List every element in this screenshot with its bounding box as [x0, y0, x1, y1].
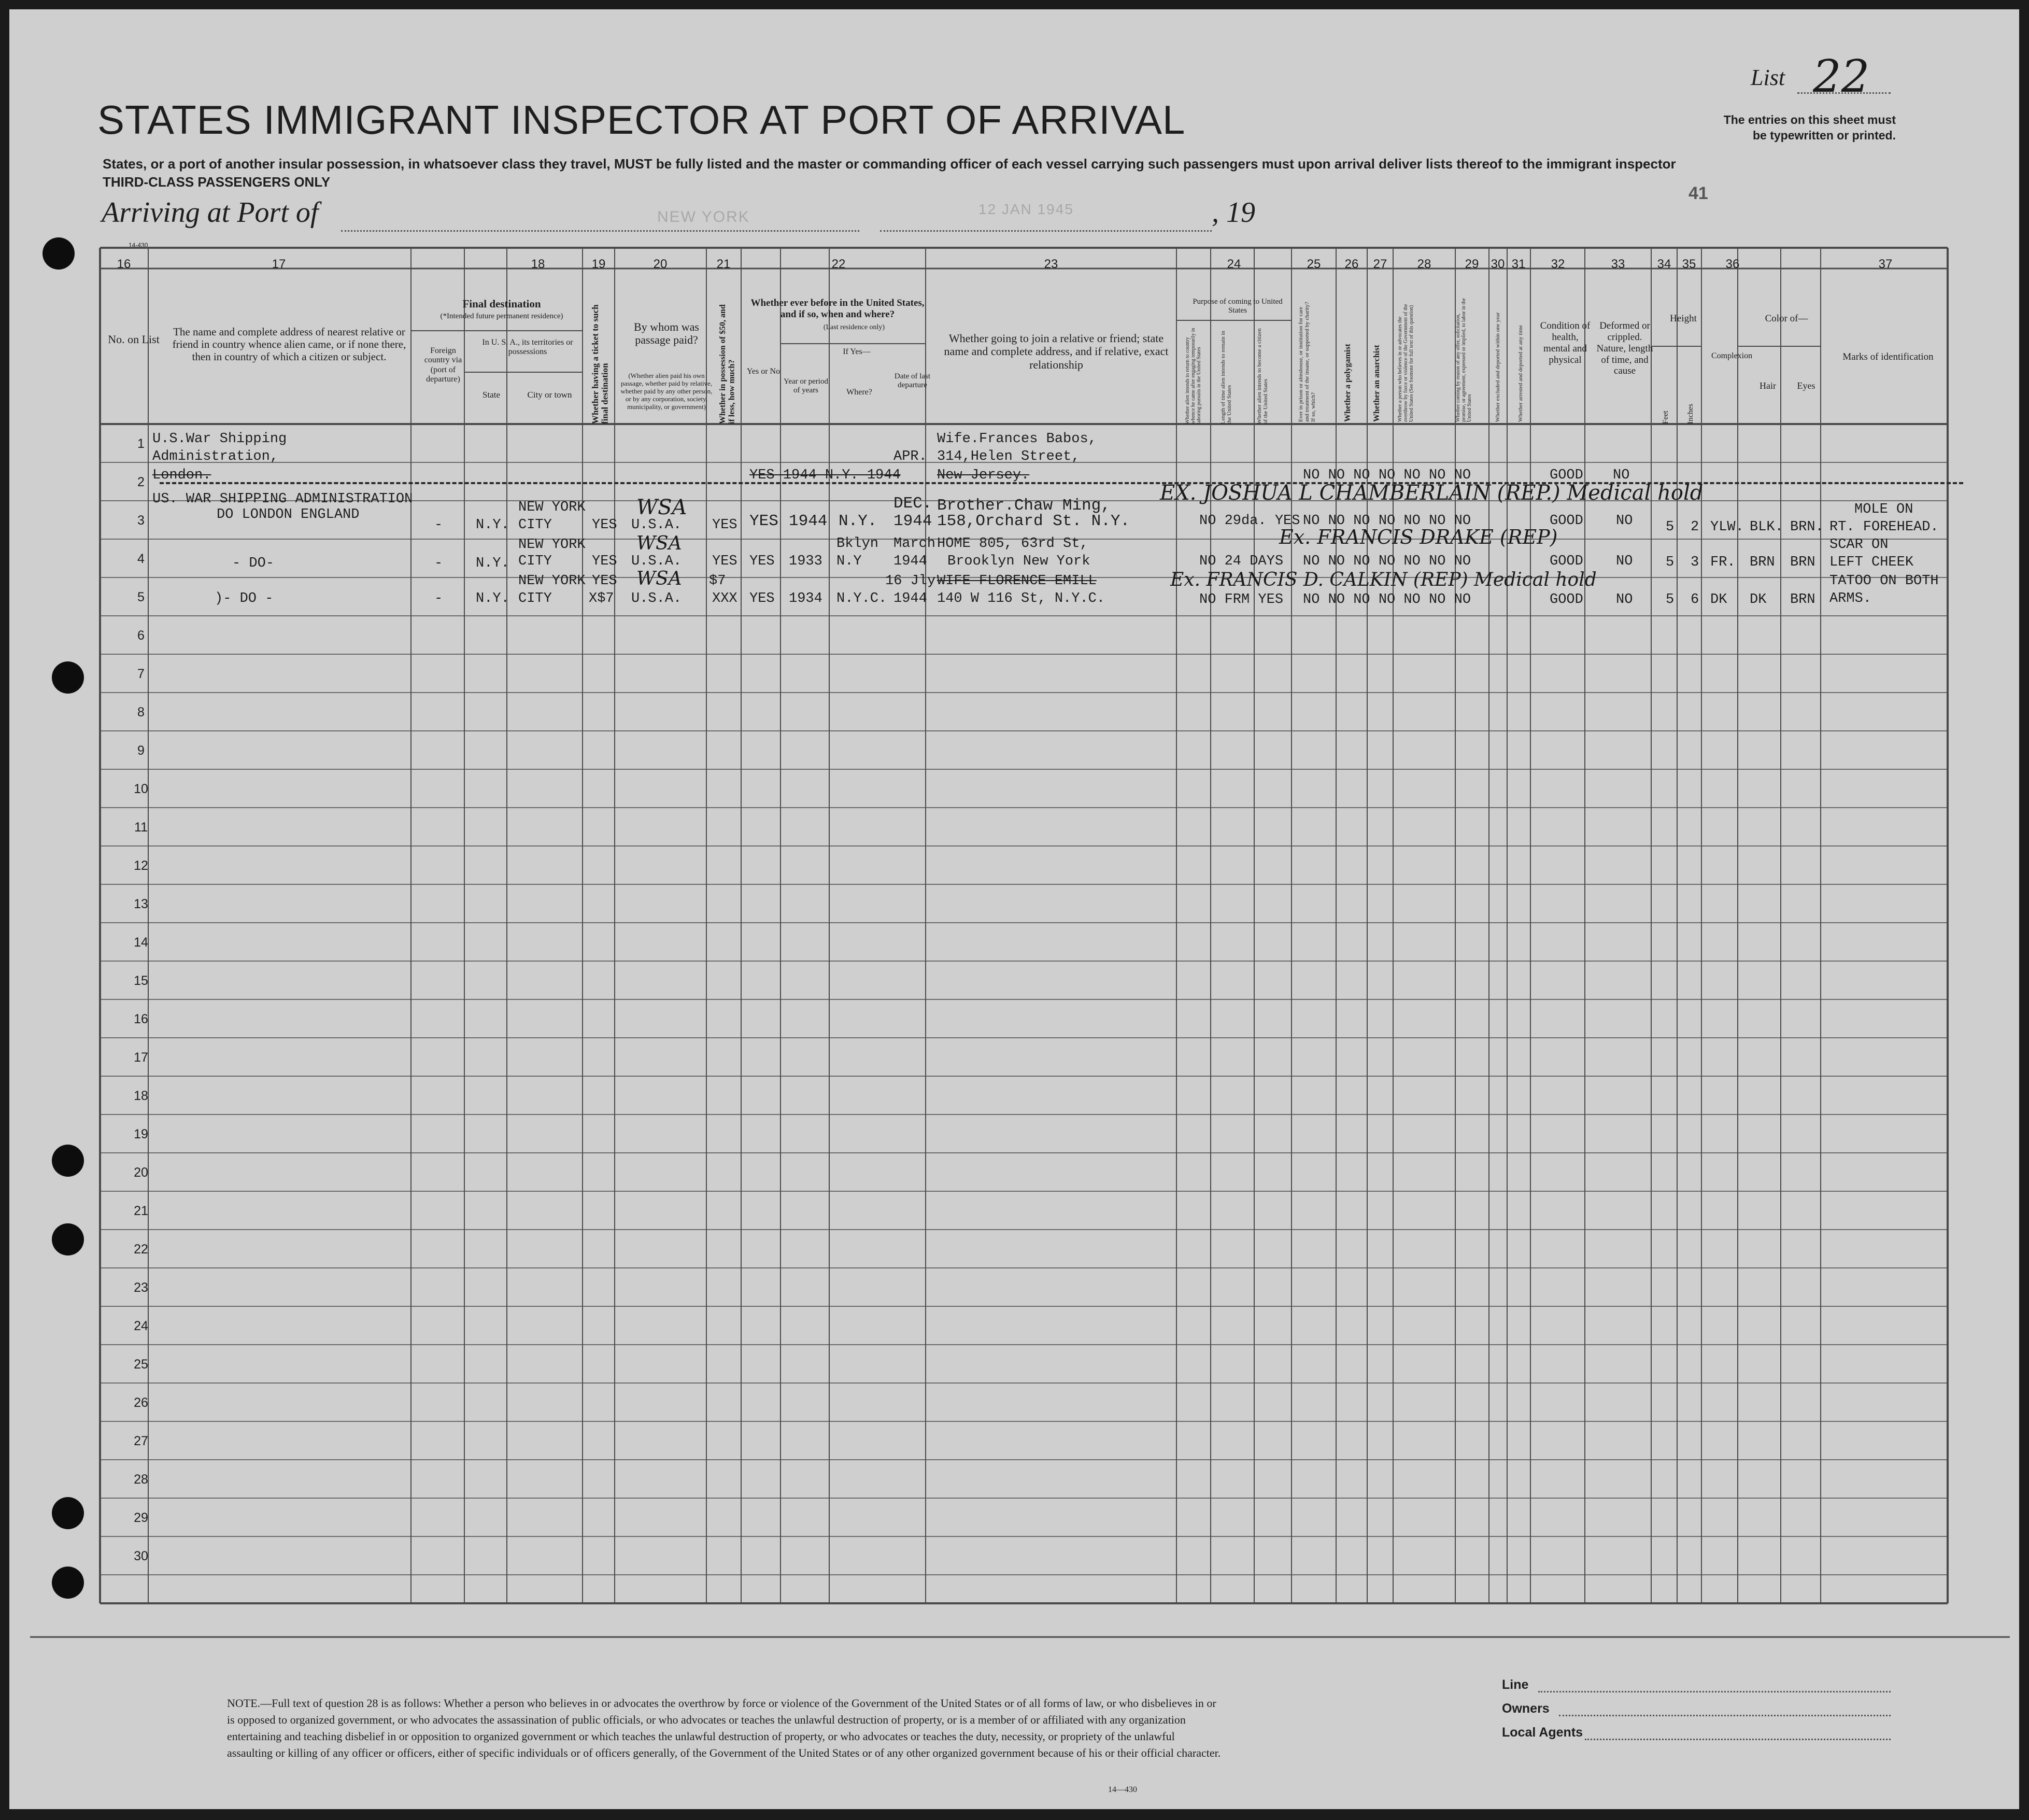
r4-date: 16 Jly	[885, 573, 936, 589]
col18-usa-header: In U. S. A., its territories or possessions	[482, 338, 573, 357]
col33-header: Deformed or crippled. Nature, length of time, and cause	[1596, 320, 1653, 377]
r2-marks: MOLE ON	[1854, 502, 1913, 517]
page-title: STATES IMMIGRANT INSPECTOR AT PORT OF ARRIVAL	[97, 97, 1186, 143]
row-number-30: 30	[134, 1549, 148, 1563]
r3-feet: 5	[1666, 555, 1675, 570]
form-code: 14-430	[129, 242, 148, 249]
row-number-12: 12	[134, 858, 148, 873]
r2-eyes: BRN.	[1790, 519, 1824, 535]
r3-year: 1933	[789, 554, 822, 569]
column-number-22: 22	[831, 257, 846, 271]
r1-last-departure: APR.	[893, 449, 927, 464]
col34-title: Height	[1670, 313, 1697, 324]
r4-money: $7	[709, 573, 726, 589]
col34-inches-header: Inches	[1686, 403, 1695, 424]
r2-marks-2: RT. FOREHEAD.	[1829, 519, 1939, 535]
row-number-3: 3	[137, 513, 145, 528]
row-number-23: 23	[134, 1280, 148, 1295]
agents-field	[1585, 1739, 1891, 1740]
page-number: 41	[1689, 184, 1708, 203]
row-number-14: 14	[134, 935, 148, 950]
r2-city-2: CITY	[518, 517, 552, 533]
col21-header: Whether in possession of $50, and if less, how much?	[718, 304, 736, 424]
r4-inches: 6	[1691, 592, 1699, 608]
row-number-26: 26	[134, 1395, 148, 1410]
row-number-11: 11	[134, 820, 148, 835]
r2-date: DEC.	[893, 495, 932, 513]
row-number-21: 21	[134, 1204, 148, 1218]
column-number-31: 31	[1511, 257, 1526, 271]
row-number-9: 9	[137, 743, 145, 758]
r3-deformed: NO	[1616, 554, 1633, 569]
r1-joining-3: New Jersey.	[937, 468, 1030, 483]
r4-purpose: NO FRM YES	[1199, 592, 1284, 608]
col36-hair-header: Hair	[1760, 380, 1776, 391]
column-number-21: 21	[716, 257, 731, 271]
column-number-37: 37	[1878, 257, 1893, 271]
r2-relative-address: US. WAR SHIPPING ADMINISTRATION	[152, 491, 413, 507]
column-number-16: 16	[117, 257, 131, 271]
r4-feet: 5	[1666, 592, 1675, 608]
r3-date: March	[893, 536, 936, 552]
row-number-10: 10	[134, 782, 148, 796]
r3-passage: U.S.A.	[631, 554, 682, 569]
r3-foreign-port: -	[434, 556, 443, 571]
question-28-note: NOTE.—Full text of question 28 is as follows: Whether a person who believes in or advocates the overthrow by force or violence of the Government of the United States or of all forms of law, or who disbelieves in or is opposed to organized government, or who advocates the assassination of public officials, or who advocates or teaches the unlawful destruction of property, or is a member of or affiliated with any organization entertaining and teaching disbelief in or opposition to organized government or which teaches the unlawful destruction of property, or who advocates or teaches the duty, necessity, or propriety of the unlawful assaulting or killing of any officer or officers, either of specific individuals or of officers generally, of the Government of the United States or of any other organized government because of his or their official character.	[227, 1697, 1221, 1759]
col20-subtitle: (Whether alien paid his own passage, whether paid by relative, whether paid by any other person, or by any corporation, society, municipality, or government)	[620, 372, 713, 411]
column-number-30: 30	[1491, 257, 1505, 271]
r3-ticket: YES	[592, 554, 617, 569]
r2-before: YES	[749, 512, 778, 530]
col18-state-header: State	[483, 390, 500, 400]
r2-passage: U.S.A.	[631, 517, 682, 533]
row-number-27: 27	[134, 1434, 148, 1448]
col18-city-header: City or town	[527, 390, 572, 400]
r4-joining: WIFE FLORENCE EMILL	[937, 573, 1097, 589]
r4-eyes: BRN	[1790, 592, 1815, 608]
col18-foreign-header: Foreign country via (port of departure)	[424, 346, 462, 384]
r2-money: YES	[712, 517, 737, 533]
footer-form-code: 14—430	[1108, 1785, 1137, 1794]
r2-joining: Brother.Chaw Ming,	[937, 497, 1111, 515]
column-number-32: 32	[1551, 257, 1565, 271]
r2-hair: BLK.	[1750, 519, 1783, 535]
row-number-19: 19	[134, 1127, 148, 1141]
r3-health: GOOD	[1550, 554, 1583, 569]
r3-where: Bklyn	[836, 536, 879, 552]
col26-header: Whether a polygamist	[1343, 344, 1352, 422]
r1-relative-address-2: Administration,	[152, 449, 279, 464]
r4-date-2: 1944	[893, 591, 927, 606]
r4-before: YES	[749, 591, 775, 606]
r4-handwritten-note: Ex. FRANCIS D. CALKIN (REP) Medical hold	[1170, 569, 1597, 590]
r3-relative-address: - DO-	[232, 556, 275, 571]
r3-inches: 3	[1691, 555, 1699, 570]
column-number-27: 27	[1373, 257, 1387, 271]
r4-where: N.Y.C.	[836, 591, 887, 606]
r2-where: N.Y.	[839, 512, 877, 530]
port-stamp: NEW YORK	[657, 208, 750, 225]
header-instruction: States, or a port of another insular possession, in whatsoever class they travel, MUST be fully listed and the master or commanding officer of each vessel carrying such passengers must upon arrival deliver lists thereof to the immigrant inspector	[103, 156, 1676, 172]
list-number: 22	[1813, 51, 1870, 103]
r2-date-2: 1944	[893, 512, 932, 530]
r2-health: GOOD	[1550, 513, 1583, 529]
column-number-29: 29	[1465, 257, 1479, 271]
row-number-16: 16	[134, 1012, 148, 1026]
row-number-8: 8	[137, 705, 145, 719]
col35-header: Complexion	[1711, 351, 1753, 360]
r2-passage-hand: WSA	[636, 496, 687, 519]
row-number-20: 20	[134, 1165, 148, 1180]
r4-ticket-2: X$7	[589, 591, 614, 606]
col24-title: Purpose of coming to United States	[1193, 298, 1283, 315]
r4-relative-address: )- DO -	[215, 591, 274, 606]
row-number-28: 28	[134, 1472, 148, 1487]
manifest-sheet	[9, 9, 2019, 1809]
col22-yesno-header: Yes or No	[746, 367, 781, 376]
r3-joining: HOME 805, 63rd St,	[937, 536, 1088, 552]
col37-header: Marks of identification	[1842, 351, 1934, 362]
r4-city: NEW YORK	[518, 573, 586, 589]
row-number-4: 4	[137, 552, 145, 566]
r2-city: NEW YORK	[518, 500, 586, 515]
row-number-5: 5	[137, 590, 145, 604]
col22-where-header: Where?	[846, 388, 872, 397]
col22-subtitle: (Last residence only)	[823, 323, 885, 331]
col22-ifyes: If Yes—	[843, 347, 871, 356]
r2-purpose: NO 29da. YES	[1199, 513, 1300, 529]
column-number-19: 19	[591, 257, 606, 271]
col30-header: Whether excluded and deported within one year	[1495, 312, 1501, 422]
col31-header: Whether arrested and deported at any time	[1517, 325, 1524, 422]
col27-header: Whether an anarchist	[1372, 345, 1381, 422]
row-number-29: 29	[134, 1511, 148, 1525]
arriving-label: Arriving at Port of	[102, 196, 319, 229]
r4-marks: TATOO ON BOTH	[1829, 573, 1939, 589]
col36-title: Color of—	[1765, 313, 1808, 324]
r3-where-2: N.Y	[836, 554, 862, 569]
r2-answers: NO NO NO NO NO NO NO	[1303, 513, 1471, 529]
r1-relative-address-3: London.	[152, 468, 211, 483]
col24-return-header: Whether alien intends to return to country whence he came after engaging temporarily in laboring pursuits in the United States	[1185, 328, 1202, 424]
row-number-24: 24	[134, 1319, 148, 1333]
r1-health: GOOD	[1550, 468, 1583, 483]
r3-handwritten-note: Ex. FRANCIS DRAKE (REP)	[1279, 526, 1558, 548]
col23-header: Whether going to join a relative or friend; state name and complete address, and if relative, exact relationship	[944, 332, 1169, 371]
r1-answers: NO NO NO NO NO NO NO	[1303, 468, 1471, 483]
column-number-17: 17	[272, 257, 286, 271]
column-number-33: 33	[1611, 257, 1625, 271]
r4-year: 1934	[789, 591, 822, 606]
r2-feet: 5	[1666, 519, 1675, 535]
list-label: List	[1751, 65, 1785, 90]
col25-header: Ever in prison or almshouse, or institution for care and treatment of the insane, or supported by charity? If so, which?	[1298, 302, 1317, 422]
r2-year: 1944	[789, 512, 828, 530]
r2-complexion: YLW.	[1710, 519, 1744, 535]
r1-joining-2: 314,Helen Street,	[937, 449, 1080, 464]
row-number-7: 7	[137, 667, 145, 681]
col24-citizen-header: Whether alien intends to become a citizen of the United States	[1256, 328, 1269, 424]
r3-before: YES	[749, 554, 775, 569]
owners-label: Owners	[1502, 1701, 1550, 1716]
row-number-18: 18	[134, 1089, 148, 1103]
r4-health: GOOD	[1550, 592, 1583, 608]
col32-header: Condition of health, mental and physical	[1540, 320, 1591, 365]
col28-header: Whether a person who believes in or advocates the overthrow by force or violence of the Government of the United States (See footnote for full text of this question)	[1397, 304, 1414, 422]
col22-date-header: Date of last departure	[894, 372, 931, 390]
r2-relative-address-2: DO LONDON ENGLAND	[217, 507, 360, 523]
column-number-23: 23	[1044, 257, 1058, 271]
r1-joining: Wife.Frances Babos,	[937, 431, 1097, 447]
form-grid	[9, 9, 2019, 1809]
col18-title: Final destination	[462, 298, 541, 310]
r4-foreign-port: -	[434, 591, 443, 606]
r2-deformed: NO	[1616, 513, 1633, 529]
col22-title: Whether ever before in the United States, and if so, when and where?	[750, 298, 925, 320]
r4-joining-2: 140 W 116 St, N.Y.C.	[937, 591, 1105, 606]
col36-eyes-header: Eyes	[1797, 380, 1815, 391]
r3-city: NEW YORK	[518, 537, 586, 553]
r4-money-2: XXX	[712, 591, 737, 606]
r4-complexion: DK	[1710, 592, 1727, 608]
r4-passage-hand: WSA	[636, 568, 682, 589]
r3-hair: BRN	[1750, 555, 1775, 570]
col19-header: Whether having a ticket to such final destination	[590, 304, 610, 424]
r3-city-2: CITY	[518, 554, 552, 569]
col17-header: The name and complete address of nearest relative or friend in country whence alien came, or if none there, then in country of which a citizen or subject.	[172, 326, 406, 363]
r3-money: YES	[712, 554, 737, 569]
r4-answers: NO NO NO NO NO NO NO	[1303, 592, 1471, 608]
r3-joining-2: Brooklyn New York	[947, 554, 1090, 569]
r3-state: N.Y.	[476, 556, 509, 571]
owners-field	[1559, 1715, 1891, 1716]
column-number-28: 28	[1417, 257, 1431, 271]
row-number-17: 17	[134, 1050, 148, 1065]
row-number-15: 15	[134, 974, 148, 988]
row-number-22: 22	[134, 1242, 148, 1257]
col22-period-header: Year or period of years	[784, 377, 828, 395]
r3-marks: SCAR ON	[1829, 537, 1889, 553]
r4-passage: U.S.A.	[631, 591, 682, 606]
row-number-6: 6	[137, 628, 145, 643]
column-number-35: 35	[1682, 257, 1696, 271]
r1-relative-address: U.S.War Shipping	[152, 431, 287, 447]
column-number-36: 36	[1725, 257, 1740, 271]
line-label: Line	[1502, 1677, 1529, 1692]
r3-complexion: FR.	[1710, 555, 1736, 570]
r4-state: N.Y.	[476, 591, 509, 606]
r4-hair: DK	[1750, 592, 1767, 608]
row-number-2: 2	[137, 475, 145, 489]
r3-date-2: 1944	[893, 554, 927, 569]
column-number-26: 26	[1344, 257, 1359, 271]
r3-marks-2: LEFT CHEEK	[1829, 555, 1914, 570]
col29-header: Whether coming by reason of any offer, solicitation, promise, or agreement, expressed or implied, to labor in the United States	[1455, 298, 1472, 422]
header-passenger-class: THIRD-CLASS PASSENGERS ONLY	[103, 174, 331, 190]
year-prefix: , 19	[1212, 196, 1255, 229]
col20-title: By whom was passage paid?	[634, 320, 699, 347]
column-number-25: 25	[1307, 257, 1321, 271]
col18-subtitle: (*Intended future permanent residence)	[440, 312, 563, 320]
r4-ticket: YES	[592, 573, 617, 589]
line-field	[1538, 1691, 1891, 1692]
agents-label: Local Agents	[1502, 1725, 1583, 1740]
column-number-18: 18	[531, 257, 545, 271]
list-note-2: be typewritten or printed.	[1752, 129, 1896, 142]
r3-answers: NO NO NO NO NO NO NO	[1303, 554, 1471, 569]
date-stamp: 12 JAN 1945	[978, 201, 1074, 217]
r3-eyes: BRN	[1790, 555, 1815, 570]
r4-marks-2: ARMS.	[1829, 591, 1872, 606]
column-number-20: 20	[653, 257, 668, 271]
column-number-34: 34	[1657, 257, 1671, 271]
r2-handwritten-note: EX. JOSHUA L CHAMBERLAIN (REP.) Medical hold	[1160, 481, 1704, 505]
row-number-13: 13	[134, 897, 148, 911]
col34-feet-header: Feet	[1662, 411, 1670, 424]
r1-previous-visit: YES 1944 N.Y. 1944	[749, 468, 901, 483]
r2-inches: 2	[1691, 519, 1699, 535]
r2-foreign-port: -	[434, 517, 443, 533]
row-number-1: 1	[137, 436, 145, 451]
list-note-1: The entries on this sheet must	[1723, 113, 1896, 126]
r3-passage-hand: WSA	[636, 533, 682, 554]
col16-header: No. on List	[108, 333, 160, 346]
col24-length-header: Length of time alien intends to remain in the United States	[1220, 331, 1233, 424]
column-number-24: 24	[1227, 257, 1241, 271]
r4-deformed: NO	[1616, 592, 1633, 608]
r2-state: N.Y.	[476, 517, 509, 533]
r2-joining-2: 158,Orchard St. N.Y.	[937, 512, 1130, 530]
r2-ticket: YES	[592, 517, 617, 533]
r3-purpose: NO 24 DAYS	[1199, 554, 1284, 569]
r1-deformed: NO	[1613, 468, 1630, 483]
row-number-25: 25	[134, 1357, 148, 1372]
r4-city-2: CITY	[518, 591, 552, 606]
